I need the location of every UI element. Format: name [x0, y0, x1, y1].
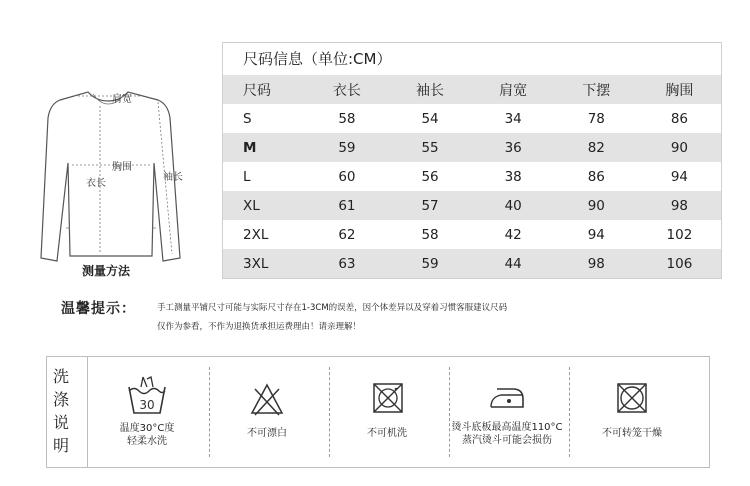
- tips-label: 温馨提示：: [61, 301, 136, 317]
- table-row: [223, 133, 721, 162]
- table-cell: 36: [504, 139, 522, 156]
- table-cell: 59: [421, 255, 439, 272]
- table-cell: 98: [587, 255, 605, 272]
- table-cell: 58: [338, 110, 356, 127]
- table-cell: 44: [504, 255, 522, 272]
- header-cell: 肩宽: [499, 82, 528, 99]
- table-cell: 106: [666, 255, 693, 272]
- table-cell: 40: [504, 197, 522, 214]
- table-cell: 38: [504, 168, 522, 185]
- table-cell: 56: [421, 168, 439, 185]
- table-cell: 62: [338, 226, 356, 243]
- care-label-line: 不可机洗: [367, 428, 407, 439]
- size-table-title: 尺码信息（单位:CM）: [223, 43, 721, 75]
- care-label-line: 轻柔水洗: [127, 436, 167, 447]
- header-cell: 胸围: [665, 82, 694, 99]
- measurement-diagram: [30, 68, 210, 283]
- diagram-caption: 测量方法: [82, 264, 131, 278]
- care-label-line: 不可漂白: [247, 428, 287, 439]
- care-label: [327, 427, 447, 440]
- table-cell: XL: [243, 197, 260, 214]
- size-table: [222, 42, 722, 279]
- table-cell: 86: [587, 168, 605, 185]
- table-cell: M: [243, 139, 257, 156]
- table-cell: 82: [587, 139, 605, 156]
- care-item-no-machine-wash: [327, 357, 447, 467]
- table-cell: 60: [338, 168, 356, 185]
- size-table-header: [223, 75, 721, 104]
- header-cell: 下摆: [582, 82, 611, 99]
- care-item-iron: [447, 357, 567, 467]
- care-label-line: 蒸汽烫斗可能会损伤: [462, 435, 552, 446]
- care-item-wash: [87, 357, 207, 467]
- care-heading: 洗涤说明: [53, 367, 70, 455]
- table-row: [223, 249, 721, 278]
- header-cell: 衣长: [332, 82, 361, 99]
- table-row: [223, 104, 721, 133]
- table-cell: L: [243, 168, 251, 185]
- header-cell: 袖长: [416, 82, 445, 99]
- table-cell: 58: [421, 226, 439, 243]
- care-label: [447, 421, 567, 447]
- table-cell: 59: [338, 139, 356, 156]
- no-tumble-dry-icon: [615, 381, 649, 415]
- table-cell: 90: [587, 197, 605, 214]
- no-machine-wash-icon: [371, 381, 405, 415]
- care-label-line: 不可转笼干燥: [602, 428, 662, 439]
- care-item-no-bleach: [207, 357, 327, 467]
- care-label-line: 烫斗底板最高温度110°C: [451, 422, 563, 433]
- table-cell: 90: [670, 139, 688, 156]
- wash-temperature-number: 30: [139, 398, 155, 412]
- chest-label: 胸围: [112, 162, 132, 173]
- table-row: [223, 191, 721, 220]
- care-instructions: [46, 356, 710, 468]
- iron-icon: [485, 383, 529, 413]
- wash-30-icon: [125, 375, 169, 419]
- shoulder-label: 肩宽: [112, 94, 132, 105]
- table-cell: 55: [421, 139, 439, 156]
- care-label: [572, 427, 692, 440]
- table-cell: 57: [421, 197, 439, 214]
- table-cell: 34: [504, 110, 522, 127]
- table-row: [223, 220, 721, 249]
- table-cell: 42: [504, 226, 522, 243]
- care-label-line: 温度30°C度: [119, 423, 175, 434]
- no-bleach-icon: [249, 381, 285, 417]
- table-cell: 98: [670, 197, 688, 214]
- tips-text-line: 仅作为参看，不作为退换货承担运费理由！请亲理解！: [157, 322, 362, 332]
- care-label: [87, 422, 207, 448]
- table-cell: 54: [421, 110, 439, 127]
- sleeve-label: 袖长: [163, 172, 183, 183]
- table-cell: 78: [587, 110, 605, 127]
- table-cell: 86: [670, 110, 688, 127]
- table-cell: 94: [670, 168, 688, 185]
- tips-text-line: 手工测量平铺尺寸可能与实际尺寸存在1-3CM的误差，因个体差异以及穿着习惯客服建议尺码: [157, 303, 508, 313]
- header-cell: 尺码: [243, 82, 271, 99]
- table-cell: 3XL: [243, 255, 269, 272]
- care-label: [207, 427, 327, 440]
- table-cell: S: [243, 110, 252, 127]
- length-label: 衣长: [86, 178, 106, 189]
- table-cell: 2XL: [243, 226, 269, 243]
- table-row: [223, 162, 721, 191]
- table-cell: 61: [338, 197, 356, 214]
- table-cell: 102: [666, 226, 693, 243]
- table-cell: 94: [587, 226, 605, 243]
- table-cell: 63: [338, 255, 356, 272]
- care-item-no-tumble-dry: [567, 357, 697, 467]
